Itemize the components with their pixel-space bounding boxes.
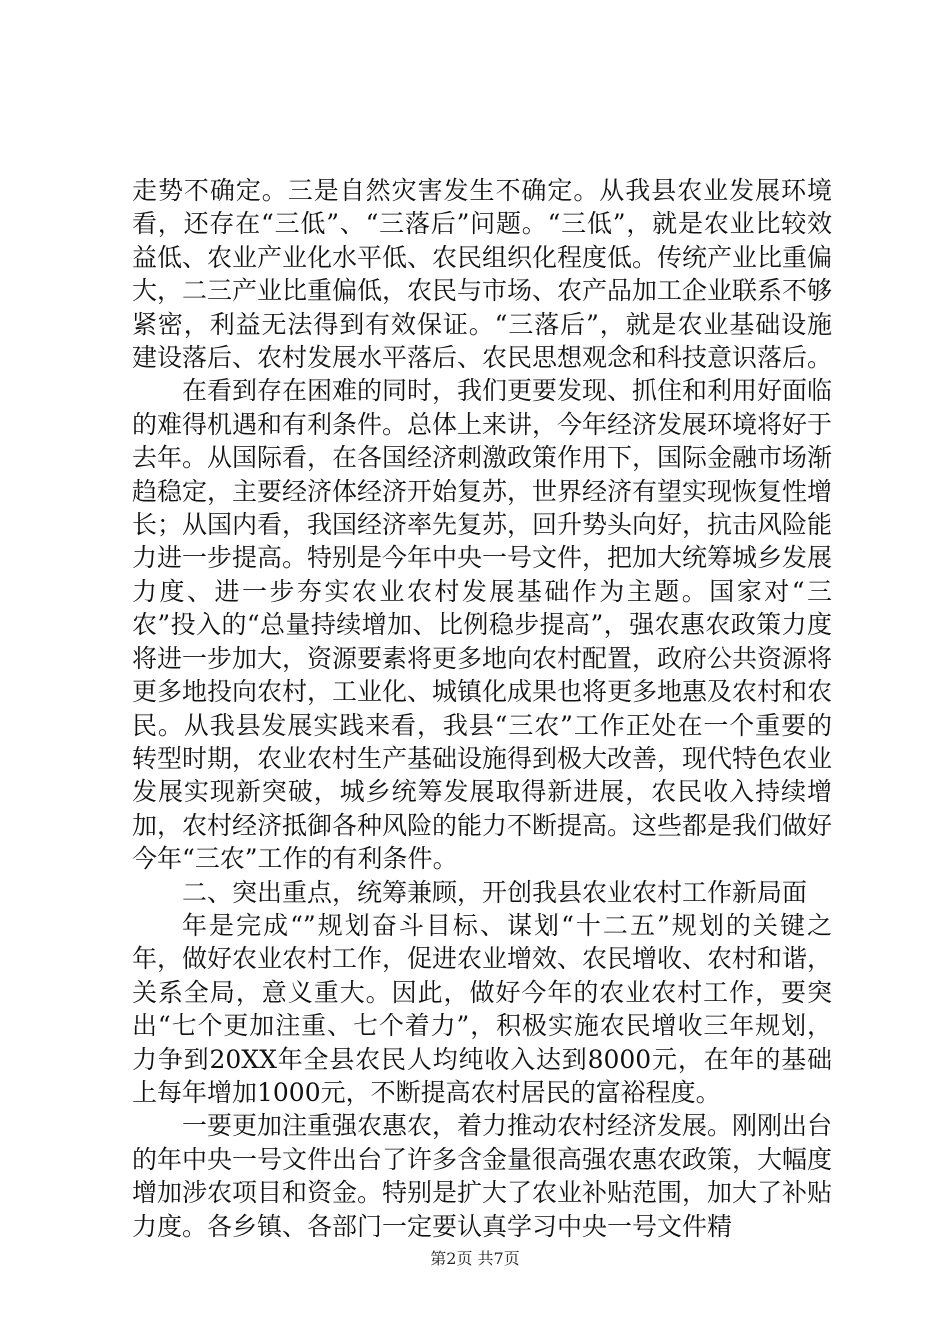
paragraph-continuation: 走势不确定。三是自然灾害发生不确定。从我县农业发展环境看，还存在“三低”、“三落后”问题。“三低”，就是农业比较效益低、农业产业化水平低、农民组织化程度低。传统产业比重偏大，二三产业比重偏低，农民与市场、农产品加工企业联系不够紧密，利益无法得到有效保证。“三落后”，就是农业基础设施建设落后、农村发展水平落后、农民思想观念和科技意识落后。	[132, 176, 833, 373]
paragraph-goals: 年是完成“”规划奋斗目标、谋划“十二五”规划的关键之年，做好农业农村工作，促进农业增效、农民增收、农村和谐，关系全局，意义重大。因此，做好今年的农业农村工作，要突出“七个更加注重、七个着力”，积极实施农民增收三年规划，力争到20XX年全县农民人均纯收入达到8000元，在年的基础上每年增加1000元，不断提高农村居民的富裕程度。	[132, 910, 833, 1107]
section-heading: 二、突出重点，统筹兼顾，开创我县农业农村工作新局面	[182, 877, 808, 907]
paragraph-first-measure: 一要更加注重强农惠农，着力推动农村经济发展。刚刚出台的年中央一号文件出台了许多含金量很高强农惠农政策，大幅度增加涉农项目和资金。特别是扩大了农业补贴范围，加大了补贴力度。各乡镇、各部门一定要认真学习中央一号文件精	[132, 1111, 833, 1241]
page-footer: 第2页 共7页	[430, 1249, 520, 1268]
paragraph-opportunities: 在看到存在困难的同时，我们更要发现、抓住和利用好面临的难得机遇和有利条件。总体上来讲，今年经济发展环境将好于去年。从国际看，在各国经济刺激政策作用下，国际金融市场渐趋稳定，主要经济体经济开始复苏，世界经济有望实现恢复性增长；从国内看，我国经济率先复苏，回升势头向好，抗击风险能力进一步提高。特别是今年中央一号文件，把加大统筹城乡发展力度、进一步夯实农业农村发展基础作为主题。国家对“三农”投入的“总量持续增加、比例稳步提高”，强农惠农政策力度将进一步加大，资源要素将更多地向农村配置，政府公共资源将更多地投向农村，工业化、城镇化成果也将更多地惠及农村和农民。从我县发展实践来看，我县“三农”工作正处在一个重要的转型时期，农业农村生产基础设施得到极大改善，现代特色农业发展实现新突破，城乡统筹发展取得新进展，农民收入持续增加，农村经济抵御各种风险的能力不断提高。这些都是我们做好今年“三农”工作的有利条件。	[132, 376, 833, 874]
document-body	[132, 174, 832, 1243]
